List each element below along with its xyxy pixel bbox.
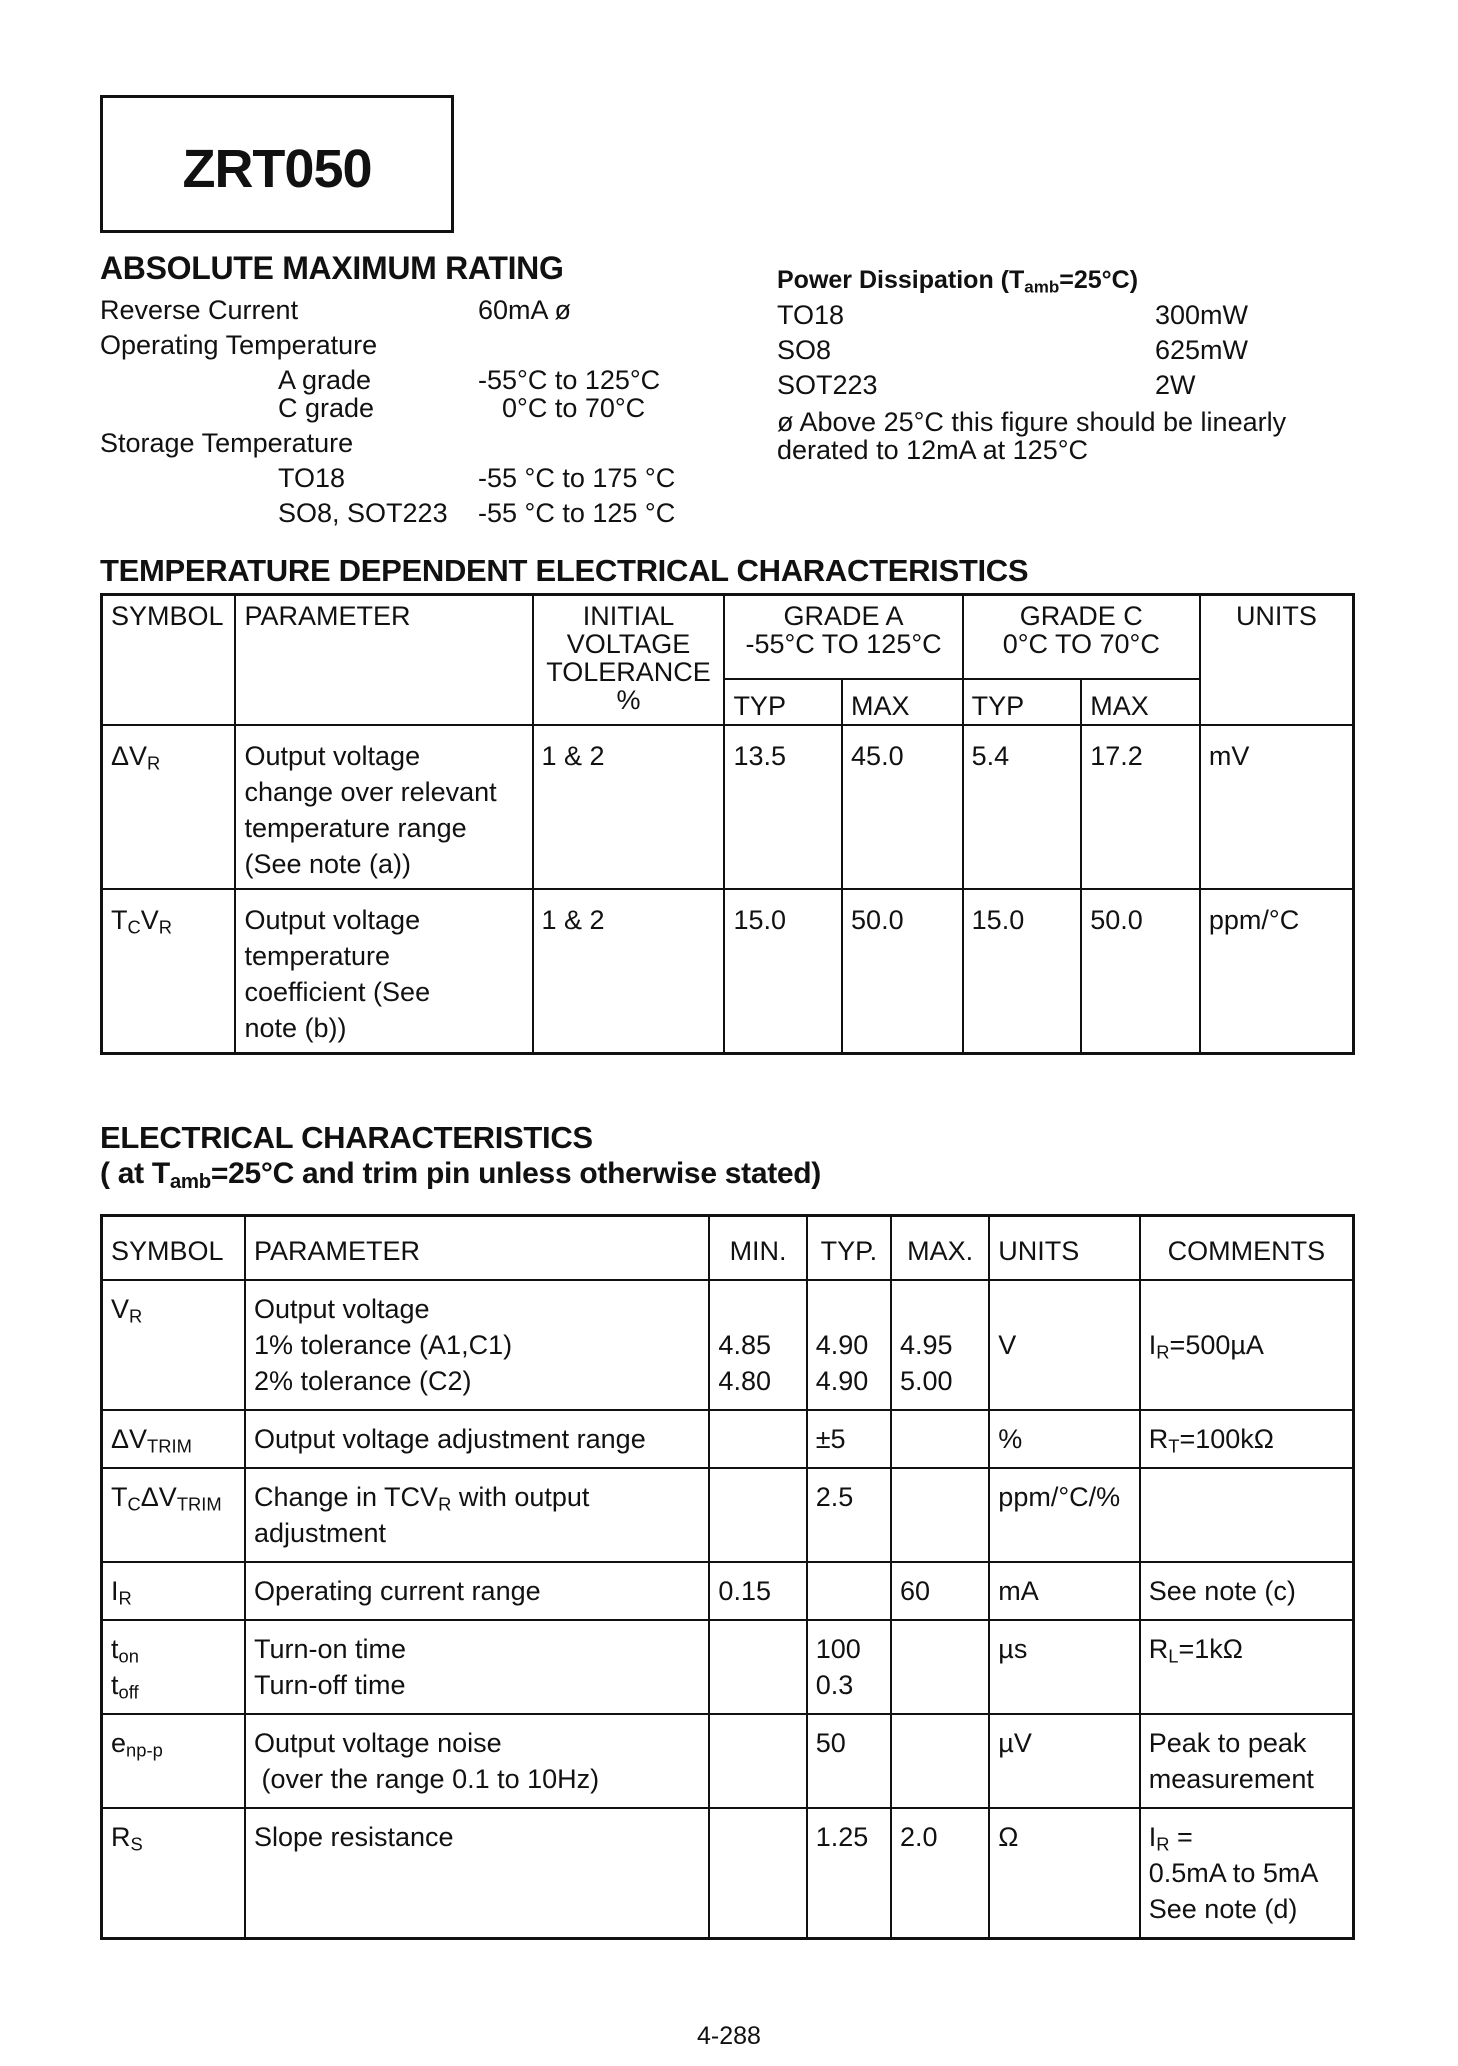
power-dissipation-heading: Power Dissipation $(T_{amb}=25^\circ C)$ [777,266,1139,297]
units-cell: µs [989,1620,1139,1714]
grade-a-typ-cell: 13.5 [724,725,842,889]
typ-cell: 4.90 4.90 [807,1280,891,1410]
table-row [102,1468,1354,1562]
th-units: UNITS [989,1216,1139,1281]
power-note-line1: ø Above 25°C this figure should be linearly [777,407,1287,437]
power-val-sot223: 2W [1155,370,1196,400]
grade-c-typ-cell: 5.4 [963,725,1082,889]
comments-cell: $I_R$ = 0.5mA to 5mA See note (d) [1140,1808,1354,1939]
symbol-cell: $e_{np-p}$ [102,1714,245,1808]
th-typ: TYP. [807,1216,891,1281]
th-parameter: PARAMETER [245,1216,709,1281]
table-row [102,725,1354,889]
symbol-cell: $T_CV_R$ [102,889,236,1054]
symbol-cell: $\Delta V_{TRIM}$ [102,1410,245,1468]
min-cell: 0.15 [709,1562,806,1620]
grade-a-max-cell: 50.0 [842,889,963,1054]
max-cell [891,1410,989,1468]
power-note-line2: derated to 12mA at 125°C [777,435,1089,465]
parameter-cell: Operating current range [245,1562,709,1620]
parameter-cell: Slope resistance [245,1808,709,1939]
table-row [102,1410,1354,1468]
symbol-cell: $R_S$ [102,1808,245,1939]
title-box [100,95,454,233]
typ-cell: ±5 [807,1410,891,1468]
parameter-cell: Turn-on time Turn-off time [245,1620,709,1714]
part-number-title: ZRT050 [182,139,372,199]
tolerance-cell: 1 & 2 [533,889,725,1054]
units-cell: Ω [989,1808,1139,1939]
a-grade-value: -55°C to 125°C [478,365,661,395]
comments-cell: Peak to peak measurement [1140,1714,1354,1808]
symbol-cell: $V_R$ [102,1280,245,1410]
power-pkg-sot223: SOT223 [777,370,878,400]
th-max: MAX. [891,1216,989,1281]
th-comments: COMMENTS [1140,1216,1354,1281]
typ-cell: 1.25 [807,1808,891,1939]
comments-cell: $R_T=100k\Omega$ [1140,1410,1354,1468]
parameter-cell: Output voltage noise (over the range 0.1 to 10Hz) [245,1714,709,1808]
typ-cell: 100 0.3 [807,1620,891,1714]
units-cell: V [989,1280,1139,1410]
grade-a-typ-cell: 15.0 [724,889,842,1054]
th-symbol: SYMBOL [102,595,236,726]
max-cell: 4.95 5.00 [891,1280,989,1410]
c-grade-label: C grade [278,393,375,423]
min-cell [709,1468,806,1562]
page-number: 4-288 [697,2022,761,2050]
th-grade-a: GRADE A -55°C TO 125°C [724,595,962,680]
typ-cell [807,1562,891,1620]
power-val-to18: 300mW [1155,300,1249,330]
max-cell: 60 [891,1562,989,1620]
power-pkg-so8: SO8 [777,335,832,365]
parameter-cell: Output voltage change over relevant temperature range (See note (a)) [235,725,532,889]
units-cell: ppm/°C [1200,889,1354,1054]
th-grade-a-typ: TYP [724,679,842,725]
typ-cell: 2.5 [807,1468,891,1562]
table-row [102,889,1354,1054]
parameter-cell: Output voltage 1% tolerance (A1,C1) 2% tolerance (C2) [245,1280,709,1410]
to18-label: TO18 [278,463,346,493]
units-cell: % [989,1410,1139,1468]
max-cell [891,1468,989,1562]
abs-max-heading: ABSOLUTE MAXIMUM RATING [100,250,564,286]
reverse-current-value: 60mA ø [478,295,572,325]
th-symbol: SYMBOL [102,1216,245,1281]
op-temp-label: Operating Temperature [100,330,378,360]
elec-table [100,1214,1355,1940]
th-grade-c-typ: TYP [963,679,1082,725]
comments-cell: $I_R=500\mu A$ [1140,1280,1354,1410]
elec-subheading: ( at $T_{amb}=25^\circ C$ and trim pin unless otherwise stated) [100,1157,821,1194]
comments-cell [1140,1468,1354,1562]
symbol-cell: $T_C\Delta V_{TRIM}$ [102,1468,245,1562]
to18-value: -55 °C to 175 °C [478,463,676,493]
table-header-row [102,1216,1354,1281]
grade-c-max-cell: 17.2 [1081,725,1200,889]
temp-dep-heading: TEMPERATURE DEPENDENT ELECTRICAL CHARACTERISTICS [100,553,1029,588]
min-cell: 4.85 4.80 [709,1280,806,1410]
power-val-so8: 625mW [1155,335,1249,365]
table-row [102,1280,1354,1410]
c-grade-value: 0°C to 70°C [502,393,646,423]
symbol-cell: $t_{on}$ $t_{off}$ [102,1620,245,1714]
th-grade-a-max: MAX [842,679,963,725]
storage-temp-label: Storage Temperature [100,428,354,458]
tolerance-cell: 1 & 2 [533,725,725,889]
th-grade-c: GRADE C 0°C TO 70°C [963,595,1200,680]
th-grade-c-max: MAX [1081,679,1200,725]
parameter-cell: Output voltage adjustment range [245,1410,709,1468]
elec-heading: ELECTRICAL CHARACTERISTICS [100,1120,593,1155]
max-cell [891,1714,989,1808]
units-cell: µV [989,1714,1139,1808]
th-units: UNITS [1200,595,1354,726]
th-parameter: PARAMETER [235,595,532,726]
symbol-cell: $I_R$ [102,1562,245,1620]
max-cell [891,1620,989,1714]
temp-dep-table [100,593,1355,1055]
typ-cell: 50 [807,1714,891,1808]
table-row [102,1808,1354,1939]
table-row [102,1562,1354,1620]
max-cell: 2.0 [891,1808,989,1939]
power-pkg-to18: TO18 [777,300,845,330]
units-cell: ppm/°C/% [989,1468,1139,1562]
table-row [102,1714,1354,1808]
reverse-current-label: Reverse Current [100,295,299,325]
th-min: MIN. [709,1216,806,1281]
symbol-cell: $\Delta V_R$ [102,725,236,889]
min-cell [709,1808,806,1939]
so8-sot223-value: -55 °C to 125 °C [478,498,676,528]
so8-sot223-label: SO8, SOT223 [278,498,448,528]
units-cell: mV [1200,725,1354,889]
parameter-cell: Change in $TCV_R$ with output adjustment [245,1468,709,1562]
grade-c-max-cell: 50.0 [1081,889,1200,1054]
comments-cell: $R_L=1k\Omega$ [1140,1620,1354,1714]
min-cell [709,1620,806,1714]
min-cell [709,1410,806,1468]
table-row [102,1620,1354,1714]
a-grade-label: A grade [278,365,372,395]
comments-cell: See note (c) [1140,1562,1354,1620]
grade-a-max-cell: 45.0 [842,725,963,889]
units-cell: mA [989,1562,1139,1620]
min-cell [709,1714,806,1808]
th-initial-tolerance: INITIAL VOLTAGE TOLERANCE % [533,595,725,726]
parameter-cell: Output voltage temperature coefficient (See note (b)) [235,889,532,1054]
grade-c-typ-cell: 15.0 [963,889,1082,1054]
